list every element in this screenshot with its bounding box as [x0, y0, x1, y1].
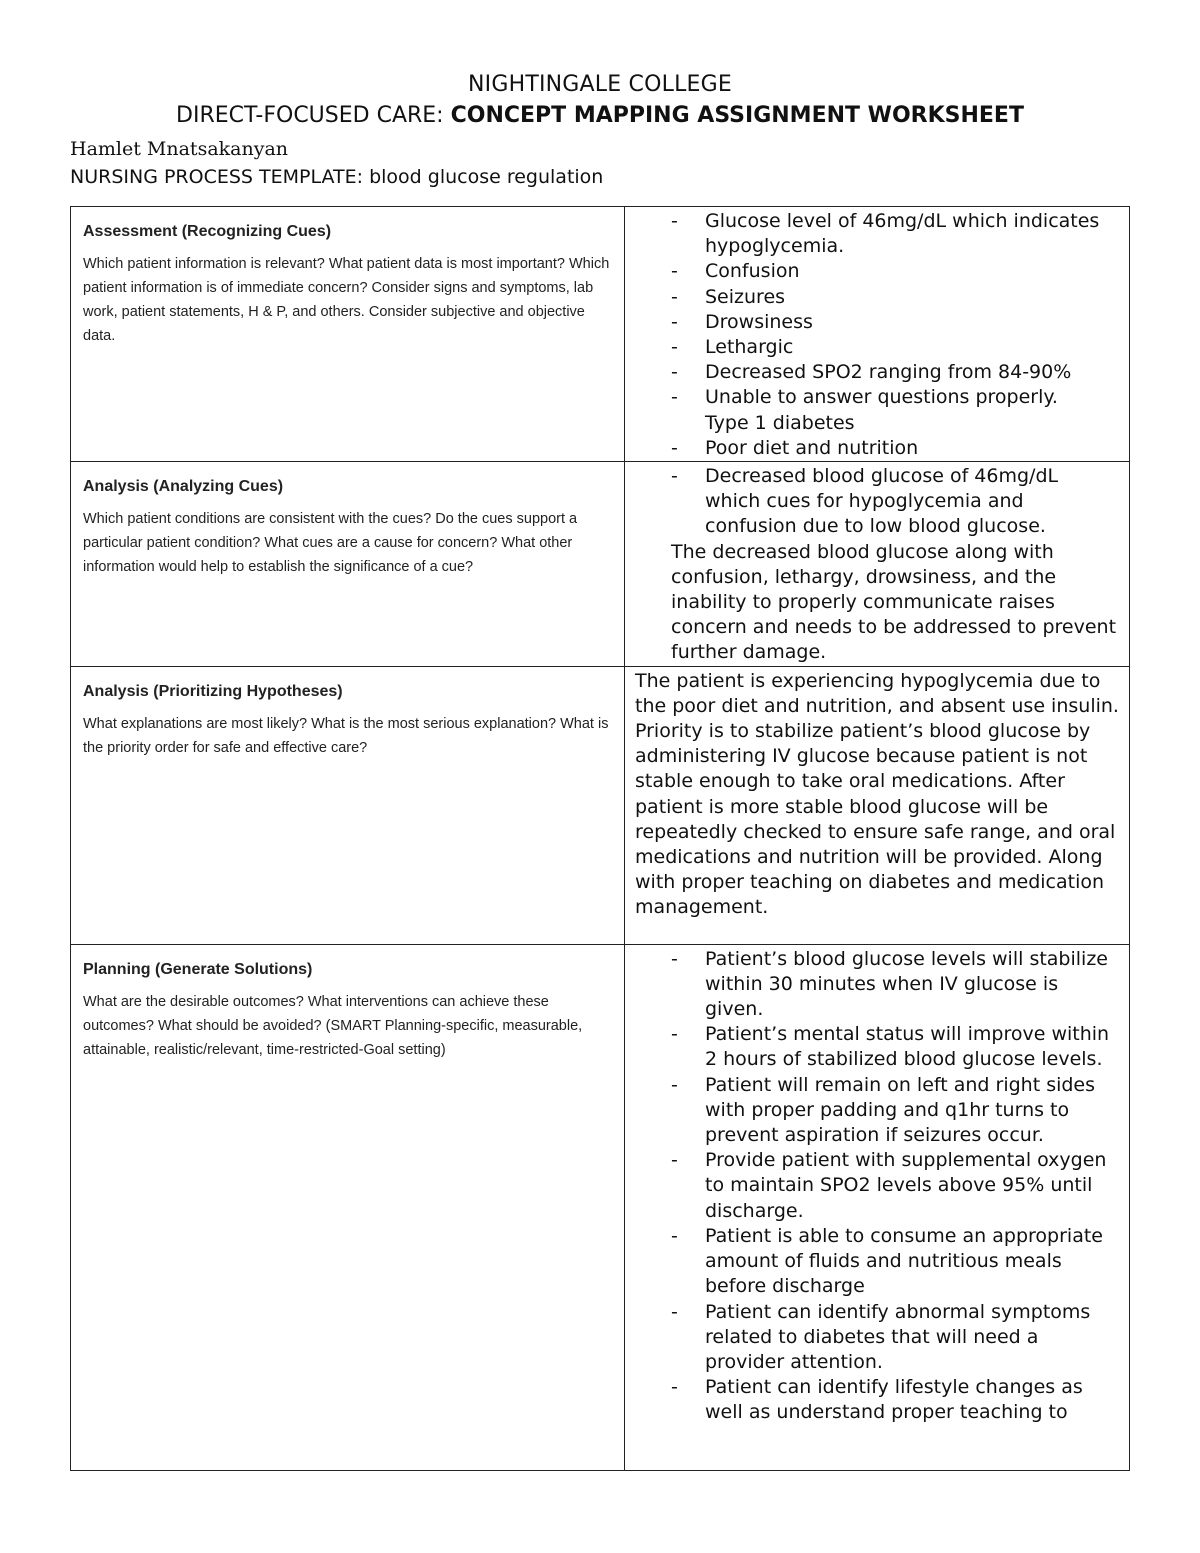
answer-list: [635, 209, 1119, 411]
table-row-assessment: [71, 207, 1130, 462]
list-item: - Patient is able to consume an appropriate amount of fluids and nutritious meals before discharge: [705, 1224, 1119, 1300]
row-question: What are the desirable outcomes? What interventions can achieve these outcomes? What should be avoided? (SMART Planning-specific, measurable, attainable, realistic/relevant, time-restricted-Goal setting): [83, 993, 583, 1058]
list-item: - Patient’s blood glucose levels will stabilize within 30 minutes when IV glucose is given.: [705, 947, 1119, 1023]
row-heading: Assessment (Recognizing Cues): [83, 223, 332, 240]
row-heading: Analysis (Analyzing Cues): [83, 478, 284, 496]
question-cell: [71, 944, 625, 1470]
worksheet-title: [70, 100, 1130, 132]
author-name: Hamlet Mnatsakanyan: [70, 138, 289, 160]
college-name: NIGHTINGALE COLLEGE: [467, 72, 732, 97]
title-prefix: DIRECT-FOCUSED CARE:: [176, 103, 444, 128]
answer-cell: [625, 462, 1130, 667]
table-row-analyzing-cues: [71, 462, 1130, 667]
nursing-process-table: [70, 206, 1130, 1471]
question-cell: [71, 462, 625, 667]
title-main: CONCEPT MAPPING ASSIGNMENT WORKSHEET: [450, 103, 1024, 128]
list-item: - Drowsiness: [705, 310, 1119, 335]
row-heading: Analysis (Prioritizing Hypotheses): [83, 682, 343, 700]
list-item: - Poor diet and nutrition: [705, 436, 1119, 461]
row-question: Which patient conditions are consistent with the cues? Do the cues support a particular patient condition? What cues are a cause for concern? What other information would help to establish the significance of a cue?: [83, 511, 578, 576]
question-cell: [71, 666, 625, 944]
question-cell: [71, 207, 625, 462]
list-item: - Decreased SPO2 ranging from 84-90%: [705, 360, 1119, 385]
answer-paragraph: Priority is to stabilize patient’s blood glucose by administering IV glucose because patient is not stable enough to take oral medications. After patient is more stable blood glucose will be repeatedly checked to ensure safe range, and oral medications and nutrition will be provided. Along with proper teaching on diabetes and medication management.: [635, 720, 1116, 919]
row-heading: Planning (Generate Solutions): [83, 960, 313, 978]
document-header: [70, 70, 1130, 191]
list-item: - Confusion: [705, 259, 1119, 284]
list-item: - Decreased blood glucose of 46mg/dL which cues for hypoglycemia and confusion due to low blood glucose.: [705, 464, 1119, 540]
answer-list: [635, 464, 1119, 540]
list-item: - Glucose level of 46mg/dL which indicates hypoglycemia.: [705, 209, 1119, 259]
list-item: - Unable to answer questions properly.: [705, 385, 1119, 410]
list-item: - Lethargic: [705, 335, 1119, 360]
list-item: - Provide patient with supplemental oxygen to maintain SPO2 levels above 95% until discharge.: [705, 1148, 1119, 1224]
table-row-prioritizing-hypotheses: [71, 666, 1130, 944]
answer-list: [635, 436, 1119, 461]
answer-cell: [625, 207, 1130, 462]
answer-paragraph: The decreased blood glucose along with confusion, lethargy, drowsiness, and the inability to properly communicate raises concern and needs to be addressed to prevent further damage.: [671, 540, 1117, 664]
table-row-planning: [71, 944, 1130, 1470]
row-question: What explanations are most likely? What is the most serious explanation? What is the priority order for safe and effective care?: [83, 715, 609, 756]
list-item: - Patient can identify lifestyle changes as well as understand proper teaching to: [705, 1375, 1119, 1425]
list-item: - Patient will remain on left and right sides with proper padding and q1hr turns to prevent aspiration if seizures occur.: [705, 1073, 1119, 1149]
list-item: - Patient can identify abnormal symptoms related to diabetes that will need a provider attention.: [705, 1300, 1119, 1376]
answer-paragraph: The patient is experiencing hypoglycemia due to the poor diet and nutrition, and absent use insulin.: [635, 669, 1119, 717]
answer-list: [635, 947, 1119, 1426]
answer-continuation: Type 1 diabetes: [705, 411, 855, 434]
list-item: - Patient’s mental status will improve within 2 hours of stabilized blood glucose levels.: [705, 1022, 1119, 1072]
template-line: NURSING PROCESS TEMPLATE: blood glucose regulation: [70, 166, 604, 188]
answer-cell: [625, 666, 1130, 944]
row-question: Which patient information is relevant? What patient data is most important? Which patient information is of immediate concern? Consider signs and symptoms, lab work, patient statements, H & P, and others. Consider subjective and objective data.: [83, 256, 610, 344]
answer-cell: [625, 944, 1130, 1470]
list-item: - Seizures: [705, 285, 1119, 310]
